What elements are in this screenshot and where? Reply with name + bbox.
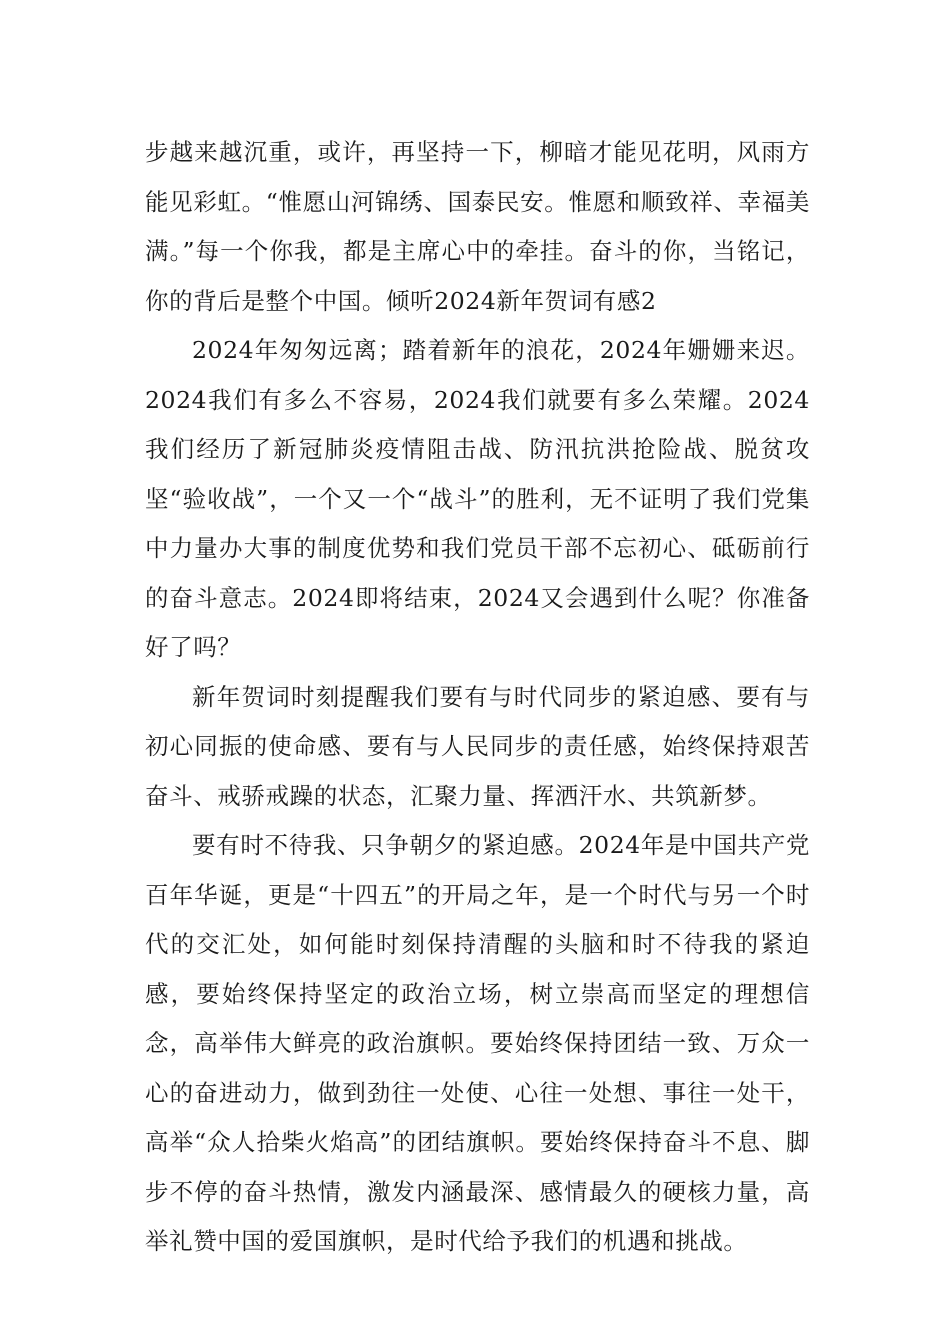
paragraph-urgency: 要有时不待我、只争朝夕的紧迫感。2024年是中国共产党百年华诞，更是“十四五”的开局之年，是一个时代与另一个时代的交汇处，如何能时刻保持清醒的头脑和时不待我的紧迫感，要始终保持坚定的政治立场，树立崇高而坚定的理想信念，高举伟大鲜亮的政治旗帜。要始终保持团结一致、万众一心的奋进动力，做到劲往一处使、心往一处想、事往一处干，高举“众人拾柴火焰高”的团结旗帜。要始终保持奋斗不息、脚步不停的奋斗热情，激发内涵最深、感情最久的硬核力量，高举礼赞中国的爱国旗帜，是时代给予我们的机遇和挑战。	[145, 831, 810, 1255]
paragraph-continuation: 步越来越沉重，或许，再坚持一下，柳暗才能见花明，风雨方能见彩虹。“惟愿山河锦绣、国泰民安。惟愿和顺致祥、幸福美满。”每一个你我，都是主席心中的牵挂。奋斗的你，当铭记，你的背后是整个中国。倾听2024新年贺词有感2	[145, 138, 810, 315]
paragraph-new-year-reminder: 新年贺词时刻提醒我们要有与时代同步的紧迫感、要有与初心同振的使命感、要有与人民同步的责任感，始终保持艰苦奋斗、戒骄戒躁的状态，汇聚力量、挥洒汗水、共筑新梦。	[145, 682, 810, 810]
document-body	[145, 128, 810, 1267]
paragraph-2024-review: 2024年匆匆远离；踏着新年的浪花，2024年姗姗来迟。2024我们有多么不容易，2024我们就要有多么荣耀。2024我们经历了新冠肺炎疫情阻击战、防汛抗洪抢险战、脱贫攻坚“验收战”，一个又一个“战斗”的胜利，无不证明了我们党集中力量办大事的制度优势和我们党员干部不忘初心、砥砺前行的奋斗意志。2024即将结束，2024又会遇到什么呢？你准备好了吗？	[145, 336, 810, 661]
